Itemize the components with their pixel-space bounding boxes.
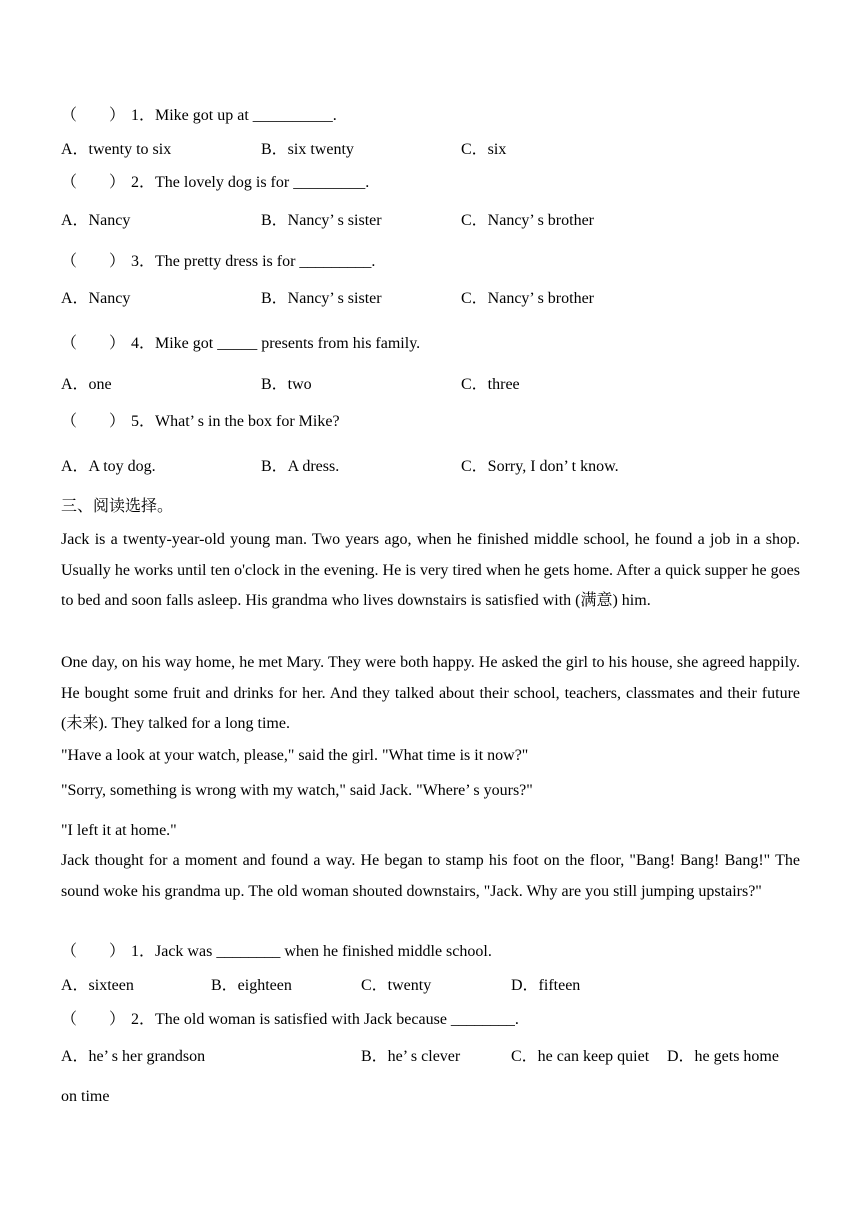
passage-paragraph-4: "Sorry, something is wrong with my watch," said Jack. "Where’ s yours?" (61, 782, 533, 799)
option-a: A．sixteen (61, 977, 134, 994)
question-stem: 2．The lovely dog is for _________. (131, 174, 370, 191)
option-b: B．Nancy’ s sister (261, 290, 382, 307)
passage-paragraph-5: "I left it at home." (61, 822, 177, 839)
option-c: C．Nancy’ s brother (461, 212, 595, 229)
passage-paragraph-3: "Have a look at your watch, please," said the girl. "What time is it now?" (61, 747, 529, 764)
question-5-options (61, 457, 761, 477)
option-b: B．A dress. (261, 458, 340, 475)
answer-blank[interactable]: （ ） (61, 107, 126, 124)
answer-blank[interactable]: （ ） (61, 413, 126, 430)
question-stem: 1．Jack was ________ when he finished middle school. (131, 943, 492, 960)
option-b: B．eighteen (211, 977, 292, 994)
option-c: C．twenty (361, 977, 432, 994)
option-a: A．twenty to six (61, 141, 172, 158)
reading-question-1-options (61, 976, 801, 996)
question-stem: 4．Mike got _____ presents from his family. (131, 335, 421, 352)
option-c: C．six (461, 141, 507, 158)
option-c: C．three (461, 376, 520, 393)
question-stem: 2．The old woman is satisfied with Jack because ________. (131, 1011, 519, 1028)
passage-paragraph-2: One day, on his way home, he met Mary. They were both happy. He asked the girl to his house, she agreed happily. He bought some fruit and drinks for her. And they talked about their school, teachers, classmates and their future (未来). They talked for a long time. (61, 654, 800, 733)
question-4 (61, 334, 420, 354)
answer-blank[interactable]: （ ） (61, 1011, 126, 1028)
reading-question-1 (61, 942, 492, 962)
option-a: A．Nancy (61, 212, 131, 229)
option-d-continuation: on time (61, 1088, 110, 1105)
option-c: C．he can keep quiet (511, 1048, 650, 1065)
option-c: C．Sorry, I don’ t know. (461, 458, 619, 475)
question-2 (61, 173, 369, 193)
question-1-options (61, 140, 761, 160)
question-stem: 3．The pretty dress is for _________. (131, 253, 376, 270)
option-c: C．Nancy’ s brother (461, 290, 595, 307)
reading-question-2-options (61, 1047, 801, 1067)
reading-question-2 (61, 1010, 519, 1030)
section-heading: 三、阅读选择。 (61, 498, 174, 515)
option-a: A．Nancy (61, 290, 131, 307)
question-5 (61, 412, 340, 432)
option-b: B．Nancy’ s sister (261, 212, 382, 229)
option-d: D．fifteen (511, 977, 581, 994)
answer-blank[interactable]: （ ） (61, 253, 126, 270)
question-4-options (61, 375, 761, 395)
question-3 (61, 252, 375, 272)
option-a: A．one (61, 376, 112, 393)
option-a: A．he’ s her grandson (61, 1048, 206, 1065)
question-2-options (61, 211, 761, 231)
question-3-options (61, 289, 761, 309)
answer-blank[interactable]: （ ） (61, 335, 126, 352)
answer-blank[interactable]: （ ） (61, 174, 126, 191)
question-stem: 5．What’ s in the box for Mike? (131, 413, 340, 430)
option-b: B．six twenty (261, 141, 354, 158)
option-b: B．he’ s clever (361, 1048, 461, 1065)
passage-paragraph-6: Jack thought for a moment and found a way. He began to stamp his foot on the floor, "Bang! Bang! Bang!" The sound woke his grandma up. The old woman shouted downstairs, "Jack. Why are you still jumping upstairs?" (61, 852, 800, 900)
answer-blank[interactable]: （ ） (61, 943, 126, 960)
option-d: D．he gets home (667, 1048, 779, 1065)
option-b: B．two (261, 376, 312, 393)
option-a: A．A toy dog. (61, 458, 156, 475)
passage-paragraph-1: Jack is a twenty-year-old young man. Two years ago, when he finished middle school, he found a job in a shop. Usually he works until ten o'clock in the evening. He is very tired when he gets home. After a quick supper he goes to bed and soon falls asleep. His grandma who lives downstairs is satisfied with (满意) him. (61, 531, 800, 610)
question-1 (61, 106, 337, 126)
question-stem: 1．Mike got up at __________. (131, 107, 337, 124)
